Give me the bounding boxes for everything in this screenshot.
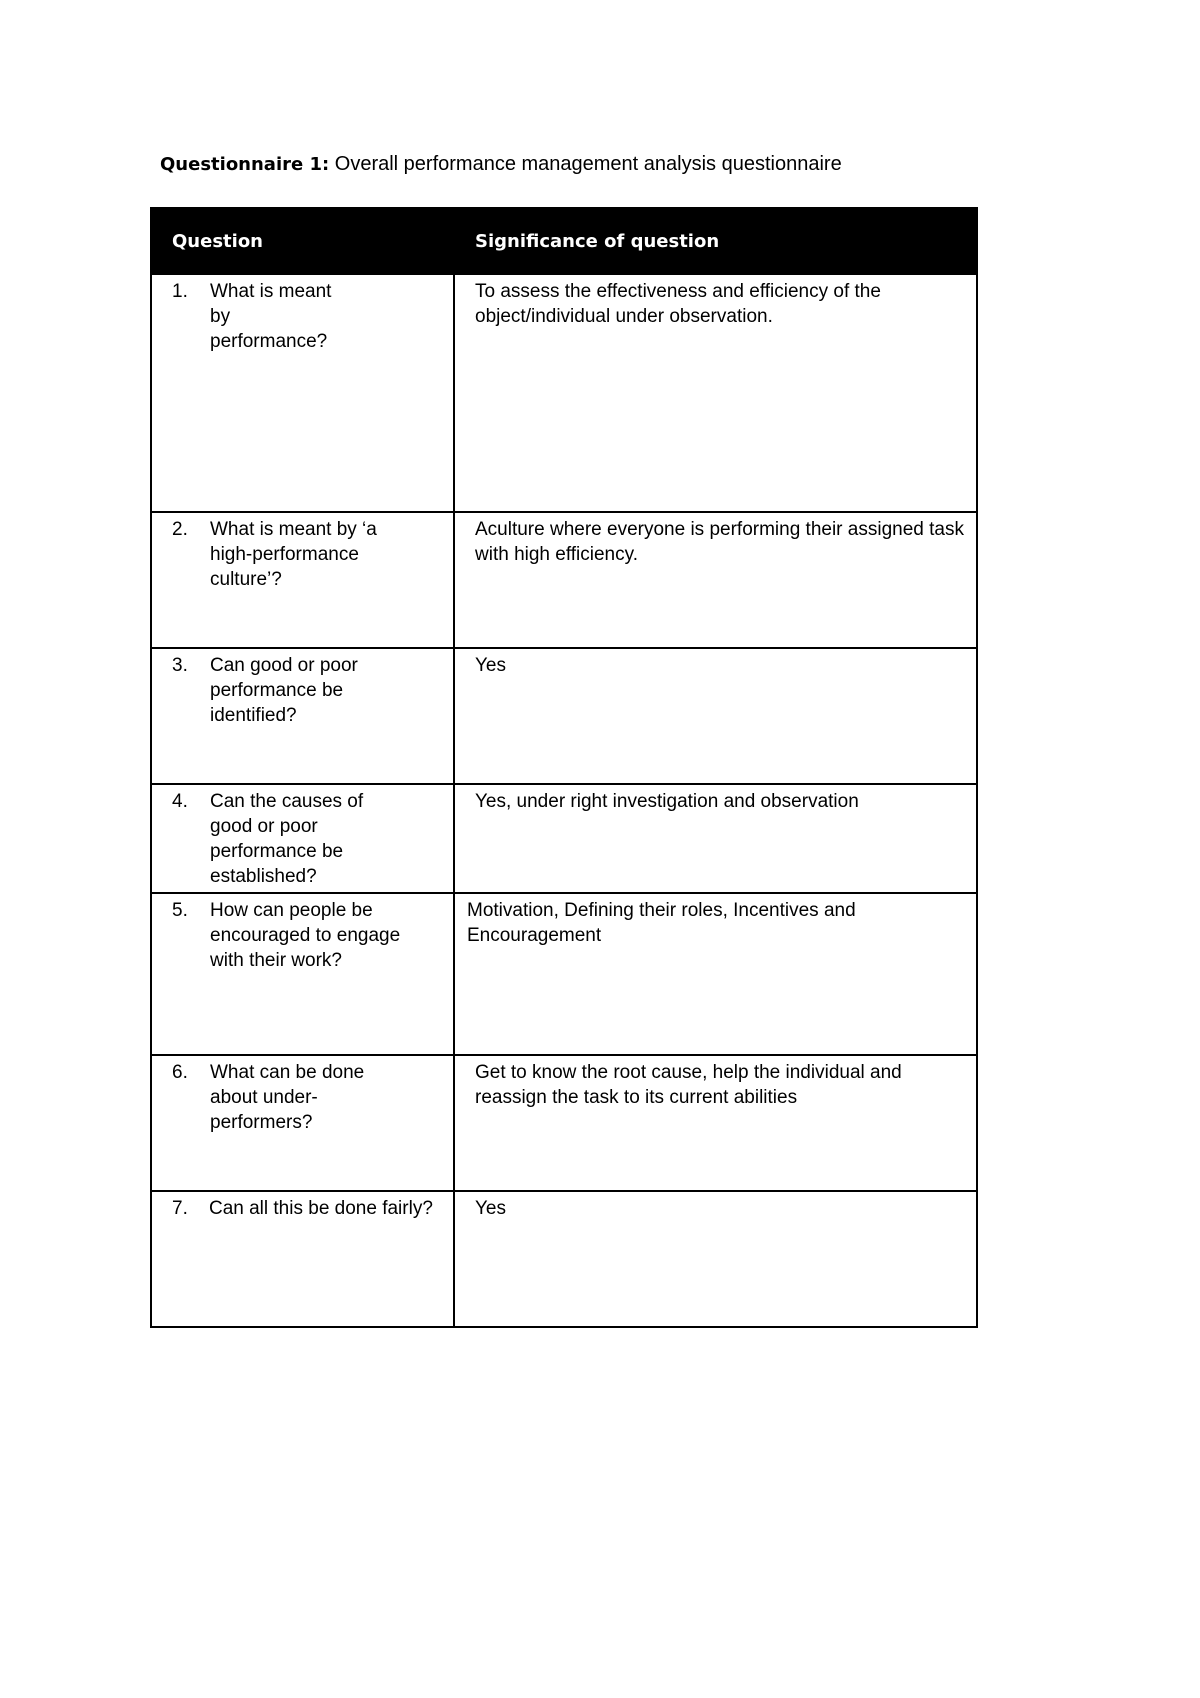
- answer-cell: Yes, under right investigation and observation: [454, 784, 977, 893]
- question-number: 7.: [172, 1198, 188, 1219]
- table-header-row: [151, 208, 977, 274]
- question-number: 1.: [172, 281, 188, 302]
- question-number: 6.: [172, 1062, 188, 1083]
- question-text: [210, 279, 443, 354]
- caption-lead: Questionnaire 1:: [160, 154, 330, 175]
- question-line: Can the causes of: [210, 791, 364, 812]
- question-line: What can be done: [210, 1062, 365, 1083]
- question-line: performance?: [210, 331, 328, 352]
- answer-cell: Yes: [454, 648, 977, 784]
- table-row: [151, 1055, 977, 1191]
- question-line: encouraged to engage: [210, 925, 401, 946]
- question-cell: [151, 1055, 454, 1191]
- question-text: [210, 898, 443, 973]
- question-line: by: [210, 306, 231, 327]
- question-line: with their work?: [210, 950, 342, 971]
- question-line: performers?: [210, 1112, 313, 1133]
- answer-cell: Get to know the root cause, help the individual and reassign the task to its current abilities: [454, 1055, 977, 1191]
- table-row: [151, 274, 977, 512]
- column-header-significance: Significance of question: [454, 208, 977, 274]
- question-cell: [151, 512, 454, 648]
- table-row: [151, 1191, 977, 1327]
- question-line: Can good or poor: [210, 655, 358, 676]
- caption-text: Overall performance management analysis questionnaire: [329, 153, 842, 175]
- question-cell: [151, 1191, 454, 1327]
- table-row: [151, 512, 977, 648]
- question-text: [210, 653, 443, 728]
- question-text: [210, 789, 443, 889]
- question-number: 5.: [172, 900, 188, 921]
- question-line: What is meant: [210, 281, 332, 302]
- question-cell: [151, 274, 454, 512]
- questionnaire-caption: [160, 152, 842, 177]
- question-number: 2.: [172, 519, 188, 540]
- answer-cell: Aculture where everyone is performing their assigned task with high efficiency.: [454, 512, 977, 648]
- question-line: good or poor: [210, 816, 318, 837]
- question-line: high-performance: [210, 544, 359, 565]
- question-line: identified?: [210, 705, 297, 726]
- question-line: How can people be: [210, 900, 373, 921]
- answer-cell: Motivation, Defining their roles, Incentives and Encouragement: [454, 893, 977, 1055]
- table-row: [151, 893, 977, 1055]
- question-number: 4.: [172, 791, 188, 812]
- question-line: culture’?: [210, 569, 282, 590]
- column-header-question: Question: [151, 208, 454, 274]
- question-line: performance be: [210, 841, 344, 862]
- question-number: 3.: [172, 655, 188, 676]
- question-cell: [151, 648, 454, 784]
- question-line: about under-: [210, 1087, 318, 1108]
- question-text: Can all this be done fairly?: [208, 1198, 433, 1219]
- question-cell: [151, 784, 454, 893]
- table-row: [151, 648, 977, 784]
- question-text: [210, 517, 443, 592]
- question-line: What is meant by ‘a: [210, 519, 377, 540]
- question-line: established?: [210, 866, 317, 887]
- question-line: performance be: [210, 680, 344, 701]
- questionnaire-table: [150, 207, 978, 1328]
- answer-cell: Yes: [454, 1191, 977, 1327]
- question-cell: [151, 893, 454, 1055]
- table-row: [151, 784, 977, 893]
- question-text: [210, 1060, 443, 1135]
- answer-cell: To assess the effectiveness and efficiency of the object/individual under observation.: [454, 274, 977, 512]
